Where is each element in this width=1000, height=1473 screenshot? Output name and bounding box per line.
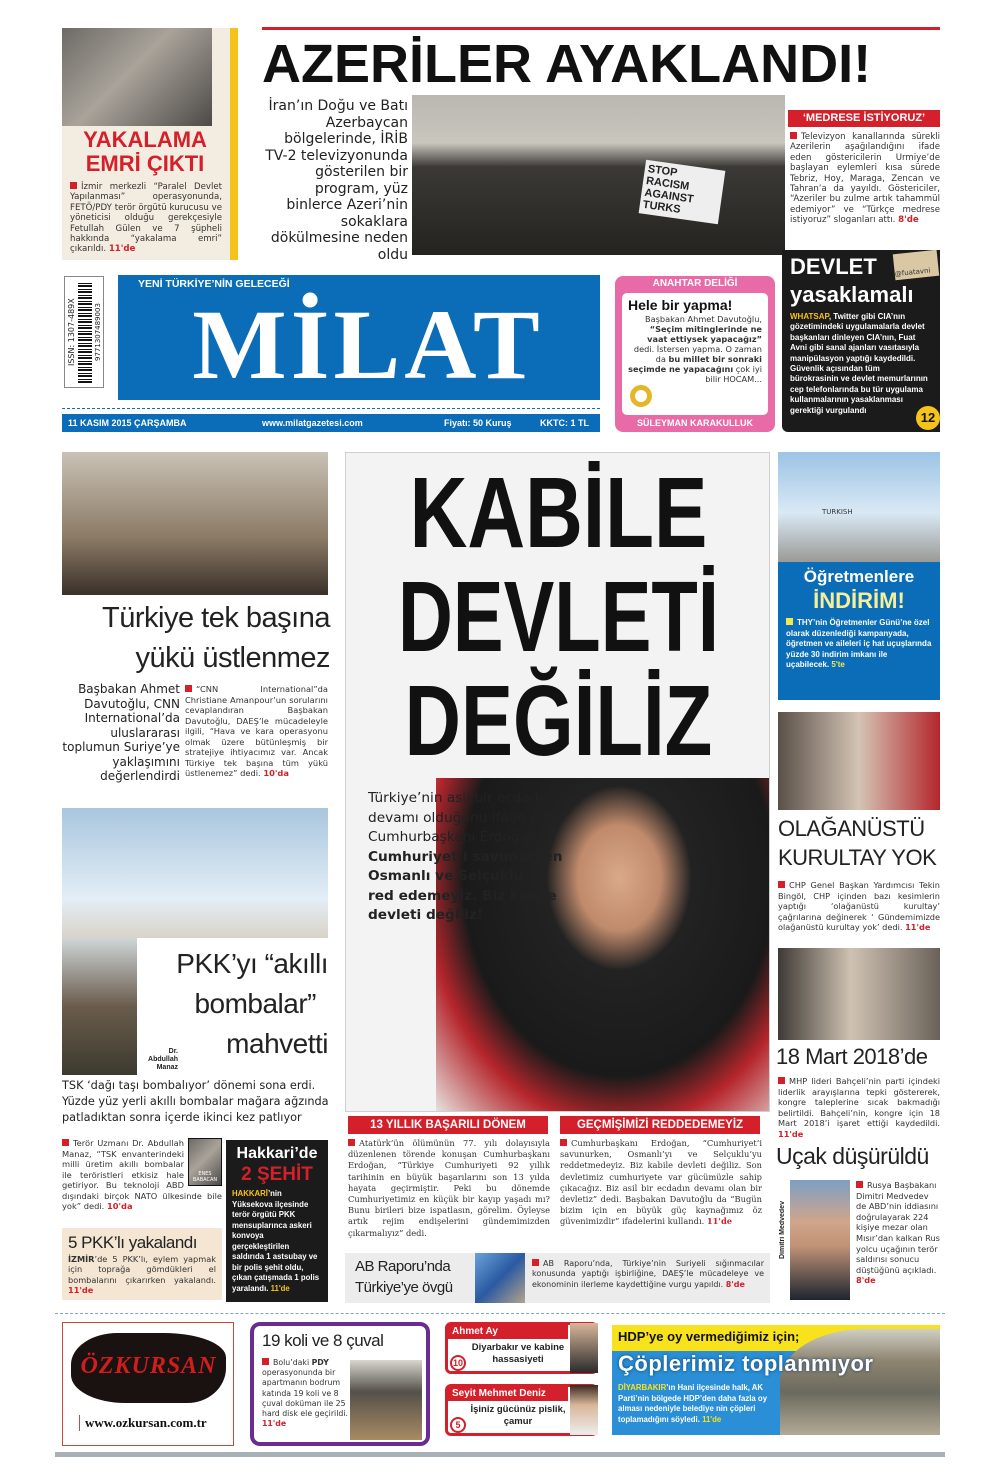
bullet-icon (790, 132, 797, 139)
medvedev-photo (790, 1180, 850, 1300)
koli-body: operasyonunda bir apartmanın bodrum katında 19 koli ve 8 çuval doküman ile 25 hard disk ele geçirildi. (262, 1368, 348, 1419)
garbage-photo (780, 1329, 940, 1435)
seyit-mehmet-deniz-photo (570, 1385, 598, 1435)
eu-flag-photo (475, 1253, 525, 1303)
lead-body: Televizyon kanallarında sürekli Azerilerin aşağılandığını ifade eden göstericilerin Urmiye’de başlayan eylemleri kısa sürede Tebriz, Hoy, Maraga, Zencan ve Tahran’a da yayıldı. Göstericiler, “Azeriler bu zulme artık tahammül edemiyor” ve “Türkçe medrese istiyoruz” sloganları attı. (790, 132, 940, 226)
page-ref[interactable]: 8'de (898, 215, 919, 226)
columnist-title: İşiniz gücünüz pislik, çamur (470, 1404, 566, 1427)
chp-headline-2: KURULTAY YOK (778, 845, 937, 870)
protest-sign: STOP RACISM AGAINST TURKS (639, 160, 726, 225)
ad-brand: ÖZKURSAN (80, 1353, 217, 1379)
columnist-page: 10 (450, 1355, 466, 1371)
ucak-body: Rusya Başbakanı Dimitri Medvedev de ABD’nin iddiasını doğrulayarak 224 kişiye mezar olan Mısır’dan kalkan Rus yolcu uçağının terör saldırısı sonucu düştüğünü açıkladı. (856, 1180, 940, 1275)
lead-rule (262, 27, 940, 30)
col1-label: 13 YILLIK BAŞARILI DÖNEM (348, 1116, 548, 1134)
thy-box (778, 562, 940, 700)
protest-photo (412, 95, 785, 255)
main-deck: Türkiye’nin asil bir ecdadın devamı olduğunu ifade eden Cumhurbaşkanı Erdoğan: (368, 790, 565, 845)
bullet-icon (778, 1077, 785, 1084)
top-left-headline-2: EMRİ ÇIKTI (85, 151, 205, 176)
bottom-rule (55, 1313, 945, 1314)
ahmet-ay-photo (570, 1323, 598, 1373)
pkk-headline-2: bombalar” (194, 988, 316, 1019)
mhp-body: MHP lideri Bahçeli’nin parti içindeki liderlik arayışlarına tepki göstererek, kongre taleplerine sıcak bakmadığı belirtildi. Bahçeli’nin, kongre için 18 Mart 2018’i işaret ettiği kaydedildi. (778, 1076, 940, 1129)
kktc-price: KKTC: 1 TL (540, 418, 589, 428)
pkk-headline-3: mahvetti (226, 1028, 328, 1059)
bullet-icon (62, 1139, 69, 1146)
ab-headline-1: AB Raporu’nda (355, 1258, 451, 1275)
main-headline-1: KABİLE (409, 457, 708, 569)
ucak-headline: Uçak düşürüldü (776, 1143, 929, 1169)
dotted-rule (62, 408, 600, 409)
hakkari-body: ’nin Yüksekova ilçesinde terör örgütü PKK mensuplarınca askeri konvoya gerçekleştirilen saldırıda 1 astsubay ve bir polis şehit oldu, çıkan çatışmada 1 polis yaralandı. (232, 1189, 320, 1293)
page-ref[interactable]: 8'de (725, 1279, 745, 1289)
pkk5-body: ’de 5 PKK’lı, eylem yapmak için toprağa gömdükleri el bombalarını çıkarırken yakalandı. (68, 1254, 216, 1285)
twitter-handle: @fuatavni (893, 250, 939, 280)
page-ref[interactable]: 11'de (262, 1419, 287, 1429)
columnist-page: 5 (450, 1417, 466, 1433)
pkk-deck: TSK ‘dağı taşı bombalıyor’ dönemi sona erdi. Yüzde yüz yerli akıllı bombalar mağara ağzında patladıktan sonra içerde ikinci kez patlıyor (62, 1079, 329, 1124)
issn-barcode (64, 276, 104, 388)
hdp-body: ’ın Hani ilçesinde halk, AK Parti’nin bölgede HDP’den daha fazla oy alması nedeniyle belediye nin çöpleri toplamadığını söyledi. (618, 1383, 768, 1424)
bullet-icon (348, 1139, 355, 1146)
mhp-headline: 18 Mart 2018’de (776, 1044, 928, 1069)
fighter-jet-photo (62, 808, 328, 938)
koli-title: 19 koli ve 8 çuval (262, 1331, 384, 1350)
col2-label: GEÇMİŞİMİZİ REDDEDEMEYİZ (560, 1116, 760, 1134)
column-bold: bu millet bir sonraki seçimde ne yapacağını (628, 354, 762, 374)
hakkari-title-2: 2 ŞEHİT (241, 1164, 313, 1185)
bullet-icon (778, 881, 785, 888)
plane-livery: TURKISH (822, 508, 853, 516)
pkk-headline-1: PKK’yı “akıllı (176, 948, 328, 979)
page-ref[interactable]: 11'de (778, 1128, 804, 1139)
pkk5-lead-word: İZMİR (68, 1254, 95, 1264)
page-ref[interactable]: 8'de (856, 1275, 876, 1286)
ab-strip (345, 1253, 770, 1303)
page-number-badge[interactable]: 12 (916, 406, 940, 430)
gulen-photo (62, 28, 212, 126)
enes-babacan-photo (188, 1138, 222, 1186)
columnist-name: Ahmet Ay (448, 1325, 568, 1339)
bullet-icon (532, 1259, 539, 1266)
davutoglu-deck: Başbakan Ahmet Davutoğlu, CNN International’da uluslararası toplumun Suriye’ye yaklaşımını değerlendirdi (62, 682, 180, 783)
page-ref[interactable]: 11'de (270, 1283, 290, 1293)
ab-body: AB Raporu’nda, Türkiye’nin Suriyeli sığınmacılar konusunda yaptığı işbirliğine, DAEŞ’le mücadeleye ve ekonominin ilerleme kaydettiğine vurgu yapıldı. (532, 1259, 764, 1289)
ad-url[interactable]: www.ozkursan.com.tr (79, 1415, 229, 1431)
davutoglu-body: “CNN International”da Christiane Amanpour’un sorularını cevaplandıran Başbakan Davutoğlu, DAEŞ’le mücadeleyle ilgili, “Hava ve kara operasyonu olmak üzere bütünleşmiş bir stratejiye ihtiyacımız var. Ancak Türkiye tek başına tüm yükü üstlenemez” dedi. (185, 684, 328, 778)
page-ref[interactable]: 5'te (831, 660, 845, 669)
top-left-story (62, 28, 238, 260)
page-ref[interactable]: 11'de (68, 1284, 94, 1295)
page-ref[interactable]: 10'da (106, 1201, 133, 1211)
page-ref[interactable]: 11'de (706, 1216, 733, 1227)
lead-headline: AZERİLER AYAKLANDI! (262, 34, 872, 94)
medrese-label: ‘MEDRESE İSTİYORUZ’ (788, 110, 940, 127)
main-headline-3: DEĞİLİZ (404, 665, 713, 777)
masthead-tagline: YENİ TÜRKİYE’NİN GELECEĞİ (138, 278, 290, 290)
column-text: Başbakan Ahmet Davutoğlu, (645, 314, 762, 324)
main-deck-quote: Cumhuriyet’i savunurken Osmanlı ve Selçuklu’yu red edemeyiz. Biz kabile devleti değiliz! (368, 848, 563, 923)
photo-caption: ENES BABACAN (192, 1171, 218, 1183)
footer-bar (55, 1452, 945, 1457)
pkk-body: Terör Uzmanı Dr. Abdullah Manaz, “TSK envanterindeki milli üretim akıllı bombalar ile teröristleri etkisiz hale getiriyor. Bu teknoloji ABD dışındaki birçok NATO ülkesinde bile yok” dedi. (62, 1138, 222, 1211)
col2-body: Cumhurbaşkanı Erdoğan, “Cumhuriyet’i savunurken, Osmanlı’yı ve Selçuklu’yu reddetmedeyiz. Biz kabile devleti değiliz. Son devletimiz cumhuriyete var gücümüzle sahip çıkacağız. Biz asil bir ecdadın devamı olan bir devletiz” dedi. Başbakan Davutoğlu da “Bugün bizim için en büyük güç kaynağımız öz güvenimizdir” ifadelerini kullandı. (560, 1138, 762, 1227)
masthead (118, 275, 600, 400)
column-label: ANAHTAR DELİĞİ (652, 278, 738, 289)
column-author[interactable]: SÜLEYMAN KARAKULLUK (637, 418, 753, 428)
column-box (615, 276, 775, 432)
manaz-caption: Dr. Abdullah Manaz (148, 1048, 178, 1071)
koli-box (250, 1322, 430, 1446)
bullet-icon (786, 618, 793, 625)
hdp-kicker: HDP’ye oy vermediğimiz için; (618, 1329, 800, 1344)
barcode-bars (78, 281, 92, 383)
bullet-icon (185, 685, 192, 692)
column-text: çok iyi bilir HOCAM... (705, 364, 762, 384)
website-link[interactable]: www.milatgazetesi.com (262, 418, 363, 428)
hdp-box (612, 1325, 940, 1435)
masthead-logo[interactable]: MİLAT (192, 289, 544, 400)
hakkari-lead-word: HAKKARİ (232, 1189, 268, 1198)
hakkari-box (226, 1140, 328, 1302)
page-ref[interactable]: 10'da (263, 768, 289, 778)
devlet-box (782, 250, 940, 432)
pkk5-box (62, 1228, 222, 1300)
davutoglu-headline-1: Türkiye tek başına (102, 602, 330, 634)
col1-body: Atatürk’ün ölümünün 77. yılı dolayısıyla düzenlenen törende konuşan Cumhurbaşkanı Erdoğan, “Türkiye Cumhuriyeti 92 yıllık tarihinin en büyük başarılarını son 13 yılda hayata geçirmiştir. Peki bu dönemde Cumhuriyetimiz en küçük bir kayıp yaşadı mı? Bunu birileri bize ispatlasın, görelim. Öyleyse artık rejim endişelerini gündemimizden çıkarmalıyız” dedi. (348, 1138, 550, 1238)
bahceli-photo (778, 948, 940, 1040)
main-story (345, 452, 770, 1112)
column-text: dedi. İstersen yapma. O zaman da (633, 344, 762, 364)
devlet-title-1: DEVLET (790, 254, 877, 279)
top-left-body: İzmir merkezli “Paralel Devlet Yapılanması” operasyonunda, FETÖ/PDY terör örgütü kurucusu ve yöneticisi olduğu gerekçesiyle Fetullah Gülen ve 7 şüpheli hakkında “yakalama emri” çıkarıldı. (70, 182, 222, 255)
medvedev-caption: Dimitri Medvedev (779, 1201, 786, 1259)
issn: ISSN: 1307-489X (67, 298, 76, 366)
pkk5-title: 5 PKK’lı yakalandı (68, 1233, 197, 1252)
ozkursan-ad[interactable] (62, 1322, 234, 1446)
bullet-icon (856, 1181, 863, 1188)
key-icon (630, 385, 652, 407)
page-ref[interactable]: 11'de (905, 922, 931, 933)
koli-body: Bolu’daki (273, 1358, 312, 1367)
price: Fiyatı: 50 Kuruş (444, 418, 512, 428)
thy-title-2: İNDİRİM! (813, 588, 905, 613)
column-title: Hele bir yapma! (628, 297, 733, 313)
kilicdaroglu-photo (778, 712, 940, 810)
columnist-title: Diyarbakır ve kabine hassasiyeti (471, 1342, 565, 1365)
issue-date: 11 KASIM 2015 ÇARŞAMBA (68, 418, 187, 428)
koli-bold: PDY (311, 1358, 329, 1367)
hakkari-title-1: Hakkari’de (236, 1145, 318, 1162)
devlet-title-2: yasaklamalı (790, 282, 914, 307)
barcode-number: 9771307489003 (94, 303, 102, 361)
page-ref[interactable]: 11'de (108, 244, 136, 255)
hdp-lead-word: DİYARBAKIR (618, 1383, 667, 1392)
top-left-headline-1: YAKALAMA (83, 127, 207, 152)
koli-photo (350, 1360, 422, 1440)
bullet-icon (560, 1139, 567, 1146)
devlet-body: , Twitter gibi CIA’nın gözetimindeki uygulamalarla devlet başkanları dinleyen CIA’nın, Fuat Avni gibi sanal ajanları vasıtasıyla manipülasyon yaptığı kaydedildi. Güvenlik açısından tüm bürokrasinin ve devlet memurlarının cep telefonlarında bu tür uygulama kullanmalarının yasaklanması gerektiği vurgulandı (790, 312, 928, 415)
columnist-name: Seyit Mehmet Deniz (448, 1387, 568, 1401)
bullet-icon (262, 1358, 269, 1365)
hdp-title: Çöplerimiz toplanmıyor (618, 1351, 874, 1376)
lead-deck: İran’ın Doğu ve Batı Azerbaycan bölgelerinde, İRİB TV-2 televizyonunda gösterilen bir program, yüz binlerce Azeri’nin sokaklara dökülmesine neden oldu (265, 98, 408, 263)
columnist-2[interactable] (445, 1384, 598, 1436)
columnist-1[interactable] (445, 1322, 598, 1374)
date-bar (62, 414, 600, 432)
chp-headline-1: OLAĞANÜSTÜ (778, 816, 925, 841)
ab-headline-2: Türkiye’ye övgü (355, 1279, 453, 1296)
davutoglu-interview-photo (62, 452, 328, 595)
column-quote: “Seçim mitinglerinde ne vaat ettiysek yapacağız” (647, 324, 762, 344)
thy-photo (778, 452, 940, 562)
bullet-icon (70, 182, 77, 189)
main-headline-2: DEVLETİ (398, 561, 719, 673)
page-ref[interactable]: 11'de (702, 1414, 722, 1424)
thy-title-1: Öğretmenlere (803, 567, 915, 586)
devlet-lead-word: WHATSAP (790, 312, 829, 321)
davutoglu-headline-2: yükü üstlenmez (135, 642, 330, 674)
chp-body: CHP Genel Başkan Yardımcısı Tekin Bingöl, CHP içinden bazı kesimlerin yaptığı ‘olağanüstü kurultay’ çağrılarına değinerek ‘ Gündemimizde olağanüstü kurultay yok’ dedi. (778, 880, 940, 933)
thy-body: THY’nin Öğretmenler Günü’ne özel olarak düzenlediği kampanyada, öğretmen ve aileleri iç hat uçuşlarında yüzde 30 indirim imkanı ile uçabilecek. (786, 618, 932, 669)
